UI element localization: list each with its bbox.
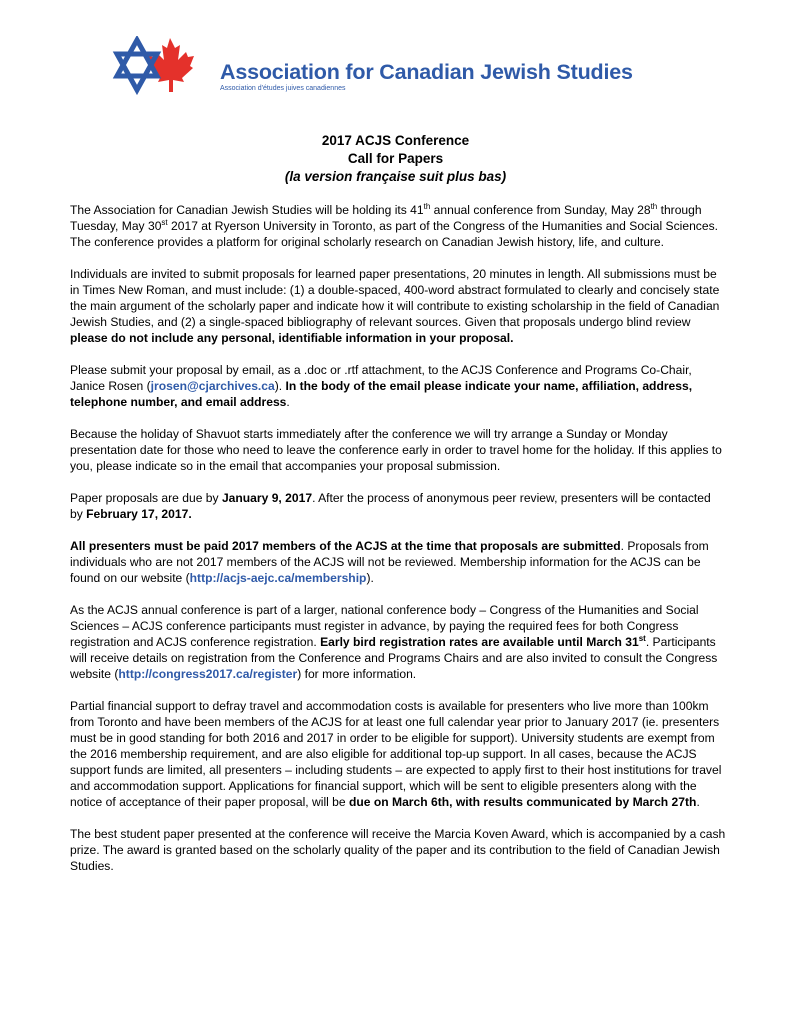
congress-register-link[interactable]: http://congress2017.ca/register xyxy=(118,667,298,681)
paragraph-submit-email: Please submit your proposal by email, as a .doc or .rtf attachment, to the ACJS Conference and Programs Co-Chair, Janice Rosen (jrosen@cjarchives.ca). In the body of the email please indicate your name, affiliation, address, telephone number, and email address. xyxy=(70,363,693,409)
document-body xyxy=(70,202,726,890)
letterhead xyxy=(112,36,712,102)
title-french-note: (la version française suit plus bas) xyxy=(284,169,507,184)
paragraph-registration: As the ACJS annual conference is part of a larger, national conference body – Congress of the Humanities and Social Sciences – ACJS conference participants must register in advance, by paying the required fees for both Congress registration and ACJS conference registration. Early bird registration rates are available until March 31st. Participants will receive details on registration from the Conference and Programs Chairs and are also invited to consult the Congress website (http://congress2017.ca/register) for more information. xyxy=(70,603,718,681)
title-call-for-papers: Call for Papers xyxy=(347,151,444,166)
paragraph-shavuot: Because the holiday of Shavuot starts immediately after the conference we will try arrange a Sunday or Monday presentation date for those who need to leave the conference early in order to travel home for the holiday. If this applies to you, please indicate so in the email that accompanies your proposal submission. xyxy=(70,427,722,473)
org-name: Association for Canadian Jewish Studies xyxy=(220,60,633,84)
paragraph-membership: All presenters must be paid 2017 members of the ACJS at the time that proposals are submitted. Proposals from individuals who are not 2017 members of the ACJS will not be reviewed. Membership information for the ACJS can be found on our website (http://acjs-aejc.ca/membership). xyxy=(70,539,709,585)
org-name-fr: Association d'études juives canadiennes xyxy=(220,85,346,92)
title-conference: 2017 ACJS Conference xyxy=(321,133,470,148)
email-link[interactable]: jrosen@cjarchives.ca xyxy=(150,379,275,393)
membership-link[interactable]: http://acjs-aejc.ca/membership xyxy=(189,571,367,585)
paragraph-intro: The Association for Canadian Jewish Studies will be holding its 41th annual conference from Sunday, May 28th through Tuesday, May 30st 2017 at Ryerson University in Toronto, as part of the Congress of the Humanities and Social Sciences. The conference provides a platform for original scholarly research on Canadian Jewish history, life, and culture. xyxy=(70,201,718,249)
paragraph-deadlines: Paper proposals are due by January 9, 2017. After the process of anonymous peer review, presenters will be contacted by February 17, 2017. xyxy=(70,491,711,521)
document-title xyxy=(0,132,791,186)
paragraph-submission-format: Individuals are invited to submit proposals for learned paper presentations, 20 minutes in length. All submissions must be in Times New Roman, and must include: (1) a double-spaced, 400-word abstract formulated to clearly and concisely state the main argument of the scholarly paper and indicate how it will contribute to existing scholarship in the field of Canadian Jewish Studies, and (2) a single-spaced bibliography of relevant sources. Given that proposals undergo blind review please do not include any personal, identifiable information in your proposal. xyxy=(70,267,720,345)
paragraph-award: The best student paper presented at the conference will receive the Marcia Koven Award, which is accompanied by a cash prize. The award is granted based on the scholarly quality of the paper and its contribution to the field of Canadian Jewish Studies. xyxy=(70,827,726,873)
paragraph-financial-support: Partial financial support to defray travel and accommodation costs is available for presenters who live more than 100km from Toronto and have been members of the ACJS for at least one full calendar year prior to January 2017 (ie. presenters must be in good standing for both 2016 and 2017 in order to be eligible for support). University students are exempt from the 2016 membership requirement, and are also eligible for additional top-up support. In all cases, because the ACJS support funds are limited, all presenters – including students – are expected to apply first to their host institutions for travel and accommodation support. Applications for financial support, which will be sent to eligible presenters along with the notice of acceptance of their paper proposal, will be due on March 6th, with results communicated by March 27th. xyxy=(70,699,722,809)
star-of-david-maple-leaf-icon xyxy=(112,36,194,100)
